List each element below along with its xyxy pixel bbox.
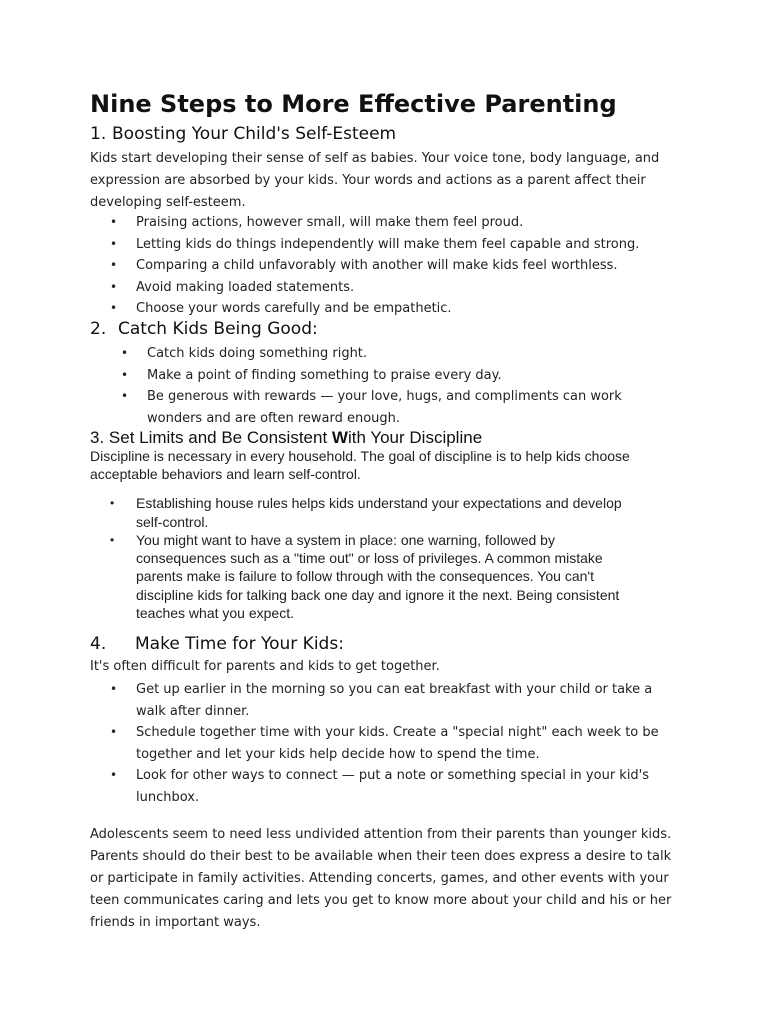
section-3-heading	[90, 428, 482, 448]
section-4-number: 4.	[90, 634, 107, 654]
list-item: • Letting kids do things independently will make them feel capable and strong.	[136, 234, 696, 256]
section-1-paragraph: Kids start developing their sense of self as babies. Your voice tone, body language, and expression are absorbed by your kids. Your words and actions as a parent affect their developing self-esteem.	[90, 151, 660, 210]
section-1-heading	[90, 124, 396, 144]
list-item: • Make a point of finding something to praise every day.	[147, 365, 657, 387]
list-item: • Avoid making loaded statements.	[136, 277, 696, 299]
section-1-number: 1.	[90, 124, 107, 144]
list-item: • Praising actions, however small, will make them feel proud.	[136, 212, 696, 234]
section-4-bullet-list	[136, 679, 676, 808]
section-4-heading-suffix: :	[338, 634, 344, 654]
closing-paragraph: Adolescents seem to need less undivided attention from their parents than younger kids. Parents should do their best to be available when their teen does express a desire to talk or participate in family activities. Attending concerts, games, and other events with your teen communicates caring and lets you get to know more about your child and his or her friends in important ways.	[90, 827, 672, 930]
list-item: • Establishing house rules helps kids understand your expectations and develop self-control.	[136, 494, 636, 531]
section-1-heading-text: Boosting Your Child's Self-Esteem	[112, 124, 397, 144]
list-item: • You might want to have a system in place: one warning, followed by consequences such as a "time out" or loss of privileges. A common mistake parents make is failure to follow through with the consequences. You can't discipline kids for talking back one day and ignore it the next. Being consistent teaches what you expect.	[136, 531, 636, 622]
list-item: • Get up earlier in the morning so you can eat breakfast with your child or take a walk after dinner.	[136, 679, 676, 722]
section-1-bullet-list	[136, 212, 696, 320]
list-item: • Be generous with rewards — your love, hugs, and compliments can work wonders and are often reward enough.	[147, 386, 657, 429]
section-3-heading-part-2: ith Your Discipline	[347, 428, 483, 447]
list-item: • Comparing a child unfavorably with another will make kids feel worthless.	[136, 255, 696, 277]
section-2-number: 2.	[90, 319, 107, 339]
section-4-paragraph: It's often difficult for parents and kids to get together.	[90, 659, 440, 674]
document-title: Nine Steps to More Effective Parenting	[90, 90, 617, 118]
section-3-paragraph: Discipline is necessary in every household. The goal of discipline is to help kids choose acceptable behaviors and learn self-control.	[90, 448, 630, 482]
list-item: • Look for other ways to connect — put a note or something special in your kid's lunchbox.	[136, 765, 676, 808]
section-2-bullet-list	[147, 343, 657, 429]
list-item: • Choose your words carefully and be empathetic.	[136, 298, 696, 320]
list-item: • Catch kids doing something right.	[147, 343, 657, 365]
section-2-heading-suffix: :	[311, 319, 318, 339]
section-3-bullet-list	[136, 494, 636, 622]
section-2-heading	[90, 319, 318, 339]
section-4-heading	[90, 634, 344, 654]
section-3-heading-w: W	[331, 428, 348, 447]
section-4-heading-text: Make Time for Your Kids	[135, 634, 339, 654]
section-3-heading-part-1: 3. Set Limits and Be Consistent	[90, 428, 332, 447]
list-item: • Schedule together time with your kids. Create a "special night" each week to be together and let your kids help decide how to spend the time.	[136, 722, 676, 765]
section-2-heading-text: Catch Kids Being Good	[118, 319, 312, 339]
